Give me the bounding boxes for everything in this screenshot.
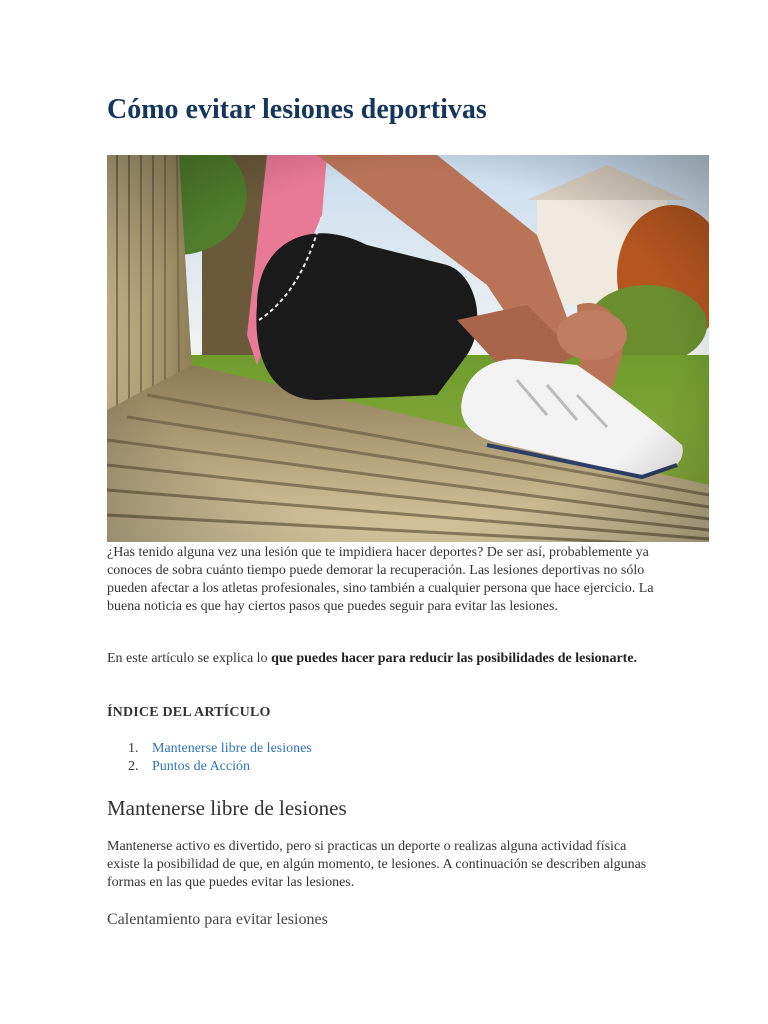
subsection-heading: Calentamiento para evitar lesiones [107, 911, 328, 928]
index-item [107, 740, 312, 758]
explanation-paragraph [107, 650, 667, 668]
explanation-text: En este artículo se explica lo [107, 651, 272, 666]
index-item-number: 2. [128, 759, 139, 774]
article-index-list [107, 740, 312, 776]
index-link-puntos-accion[interactable]: Puntos de Acción [152, 759, 250, 774]
index-link-mantenerse[interactable]: Mantenerse libre de lesiones [152, 741, 312, 756]
section-heading: Mantenerse libre de lesiones [107, 796, 347, 820]
article-index-heading: ÍNDICE DEL ARTÍCULO [107, 705, 271, 720]
article-title: Cómo evitar lesiones deportivas [107, 94, 487, 125]
intro-paragraph: ¿Has tenido alguna vez una lesión que te impidiera hacer deportes? De ser así, probablemente ya conoces de sobra cuánto tiempo puede demorar la recuperación. Las lesiones deportivas no sólo pueden afectar a los atletas profesionales, sino también a cualquier persona que hace ejercicio. La buena noticia es que hay ciertos pasos que puedes seguir para evitar las lesiones. [107, 545, 654, 614]
section-paragraph: Mantenerse activo es divertido, pero si practicas un deporte o realizas alguna actividad física existe la posibilidad de que, en algún momento, te lesiones. A continuación se describen algunas formas en las que puedes evitar las lesiones. [107, 839, 647, 890]
hero-image [107, 155, 709, 542]
index-item-number: 1. [128, 741, 139, 756]
index-item [107, 758, 312, 776]
explanation-bold-text: que puedes hacer para reducir las posibilidades de lesionarte. [271, 651, 638, 666]
